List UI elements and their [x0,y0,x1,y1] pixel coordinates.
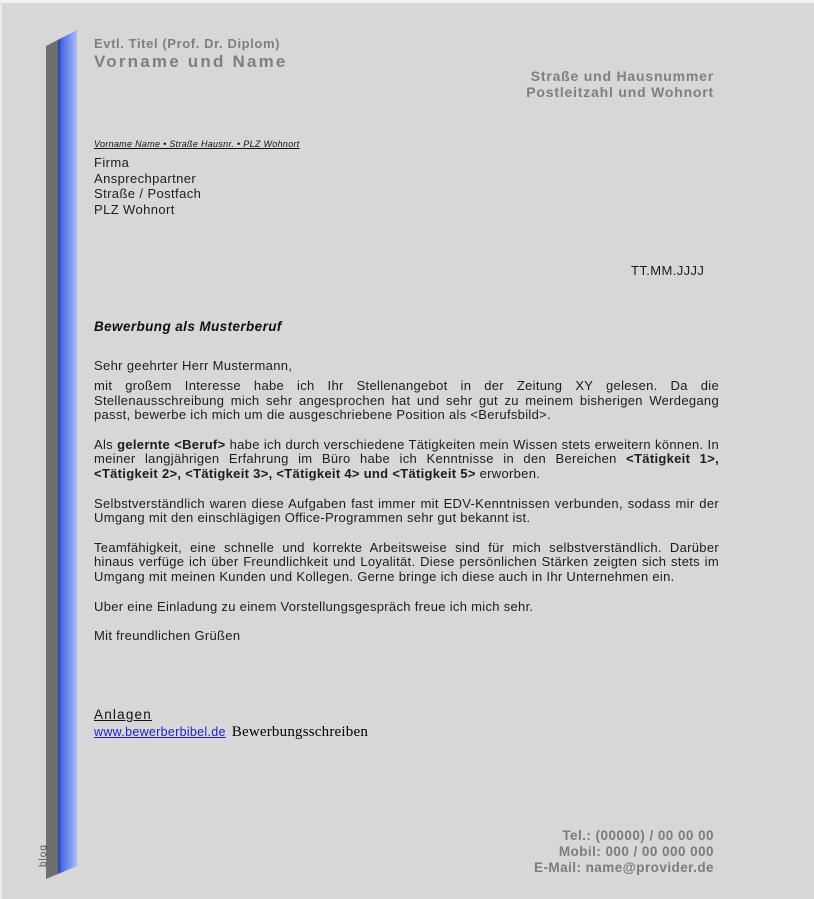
website-link[interactable]: www.bewerberbibel.de [94,725,226,739]
sender-address-block [526,69,714,100]
body-paragraph-1: mit großem Interesse habe ich Ihr Stellenangebot in der Zeitung XY gelesen. Da die Stellenausschreibung mich sehr angesprochen hat und sehr gut zu meinem bisherigen Werdegang passt, bewerbe ich mich um die ausgeschriebene Position als <Berufsbild>. [94,378,719,423]
recipient-block [94,155,201,217]
salutation: Sehr geehrter Herr Mustermann, [94,358,293,373]
sender-city: Postleitzahl und Wohnort [526,83,714,100]
paragraph-2-suffix: erworben. [475,465,541,481]
left-ribbon-decoration [46,30,77,879]
footer-email: E-Mail: name@provider.de [533,860,714,875]
closing-line: Mit freundlichen Grüßen [94,628,241,644]
sender-title: Evtl. Titel (Prof. Dr. Diplom) [94,36,281,51]
sender-street: Straße und Hausnummer [530,68,714,84]
paragraph-2-prefix: Als [94,436,118,452]
attachments-label: Anlagen [94,707,152,722]
letter-body [94,379,719,659]
recipient-contact: Ansprechpartner [94,170,197,186]
footer-mobile: Mobil: 000 / 00 000 000 [558,844,714,859]
attachments-link-row [94,724,368,741]
recipient-city: PLZ Wohnort [94,201,175,217]
recipient-street: Straße / Postfach [94,186,202,201]
body-paragraph-4: Teamfähigkeit, eine schnelle und korrekte Arbeitsweise sind für mich selbstverständlich. Darüber hinaus verfüge ich über Freundlichkeit und Loyalität. Diese persönlichen Stärken zeigten sich stets im Umgang mit meinen Kunden und Kollegen. Gerne bringe ich diese auch in Ihr Unternehmen ein. [94,539,719,584]
paragraph-2-middle: habe ich durch verschiedene Tätigkeiten mein Wissen stets erweitern können. In meiner langjährigen Erfahrung im Büro habe ich Kenntnisse in den Bereichen [94,436,719,467]
sender-inline-address: Vorname Name • Straße Hausnr. • PLZ Wohnort [94,139,300,149]
paragraph-2-bold-profession: gelernte <Beruf> [117,436,226,452]
body-paragraph-3: Selbstverständlich waren diese Aufgaben fast immer mit EDV-Kenntnissen verbunden, sodass mir der Umgang mit den einschlägigen Office-Programmen sehr gut bekannt ist. [94,495,719,526]
body-paragraph-5: Uber eine Einladung zu einem Vorstellungsgespräch freue ich mich sehr. [94,598,534,614]
watermark-text: blog [38,844,49,867]
body-paragraph-2 [94,438,719,482]
date-field: TT.MM.JJJJ [631,263,705,278]
link-suffix-text: Bewerbungsschreiben [231,724,369,740]
footer-contact-block [534,828,714,876]
recipient-company: Firma [94,155,130,170]
sender-name: Vorname und Name [94,52,288,71]
subject-line: Bewerbung als Musterberuf [94,319,282,334]
footer-phone: Tel.: (00000) / 00 00 00 [562,828,714,843]
paragraph-2-bold-activities: <Tätigkeit 1>, <Tätigkeit 2>, <Tätigkeit 3>, <Tätigkeit 4> und <Tätigkeit 5> [94,451,719,481]
